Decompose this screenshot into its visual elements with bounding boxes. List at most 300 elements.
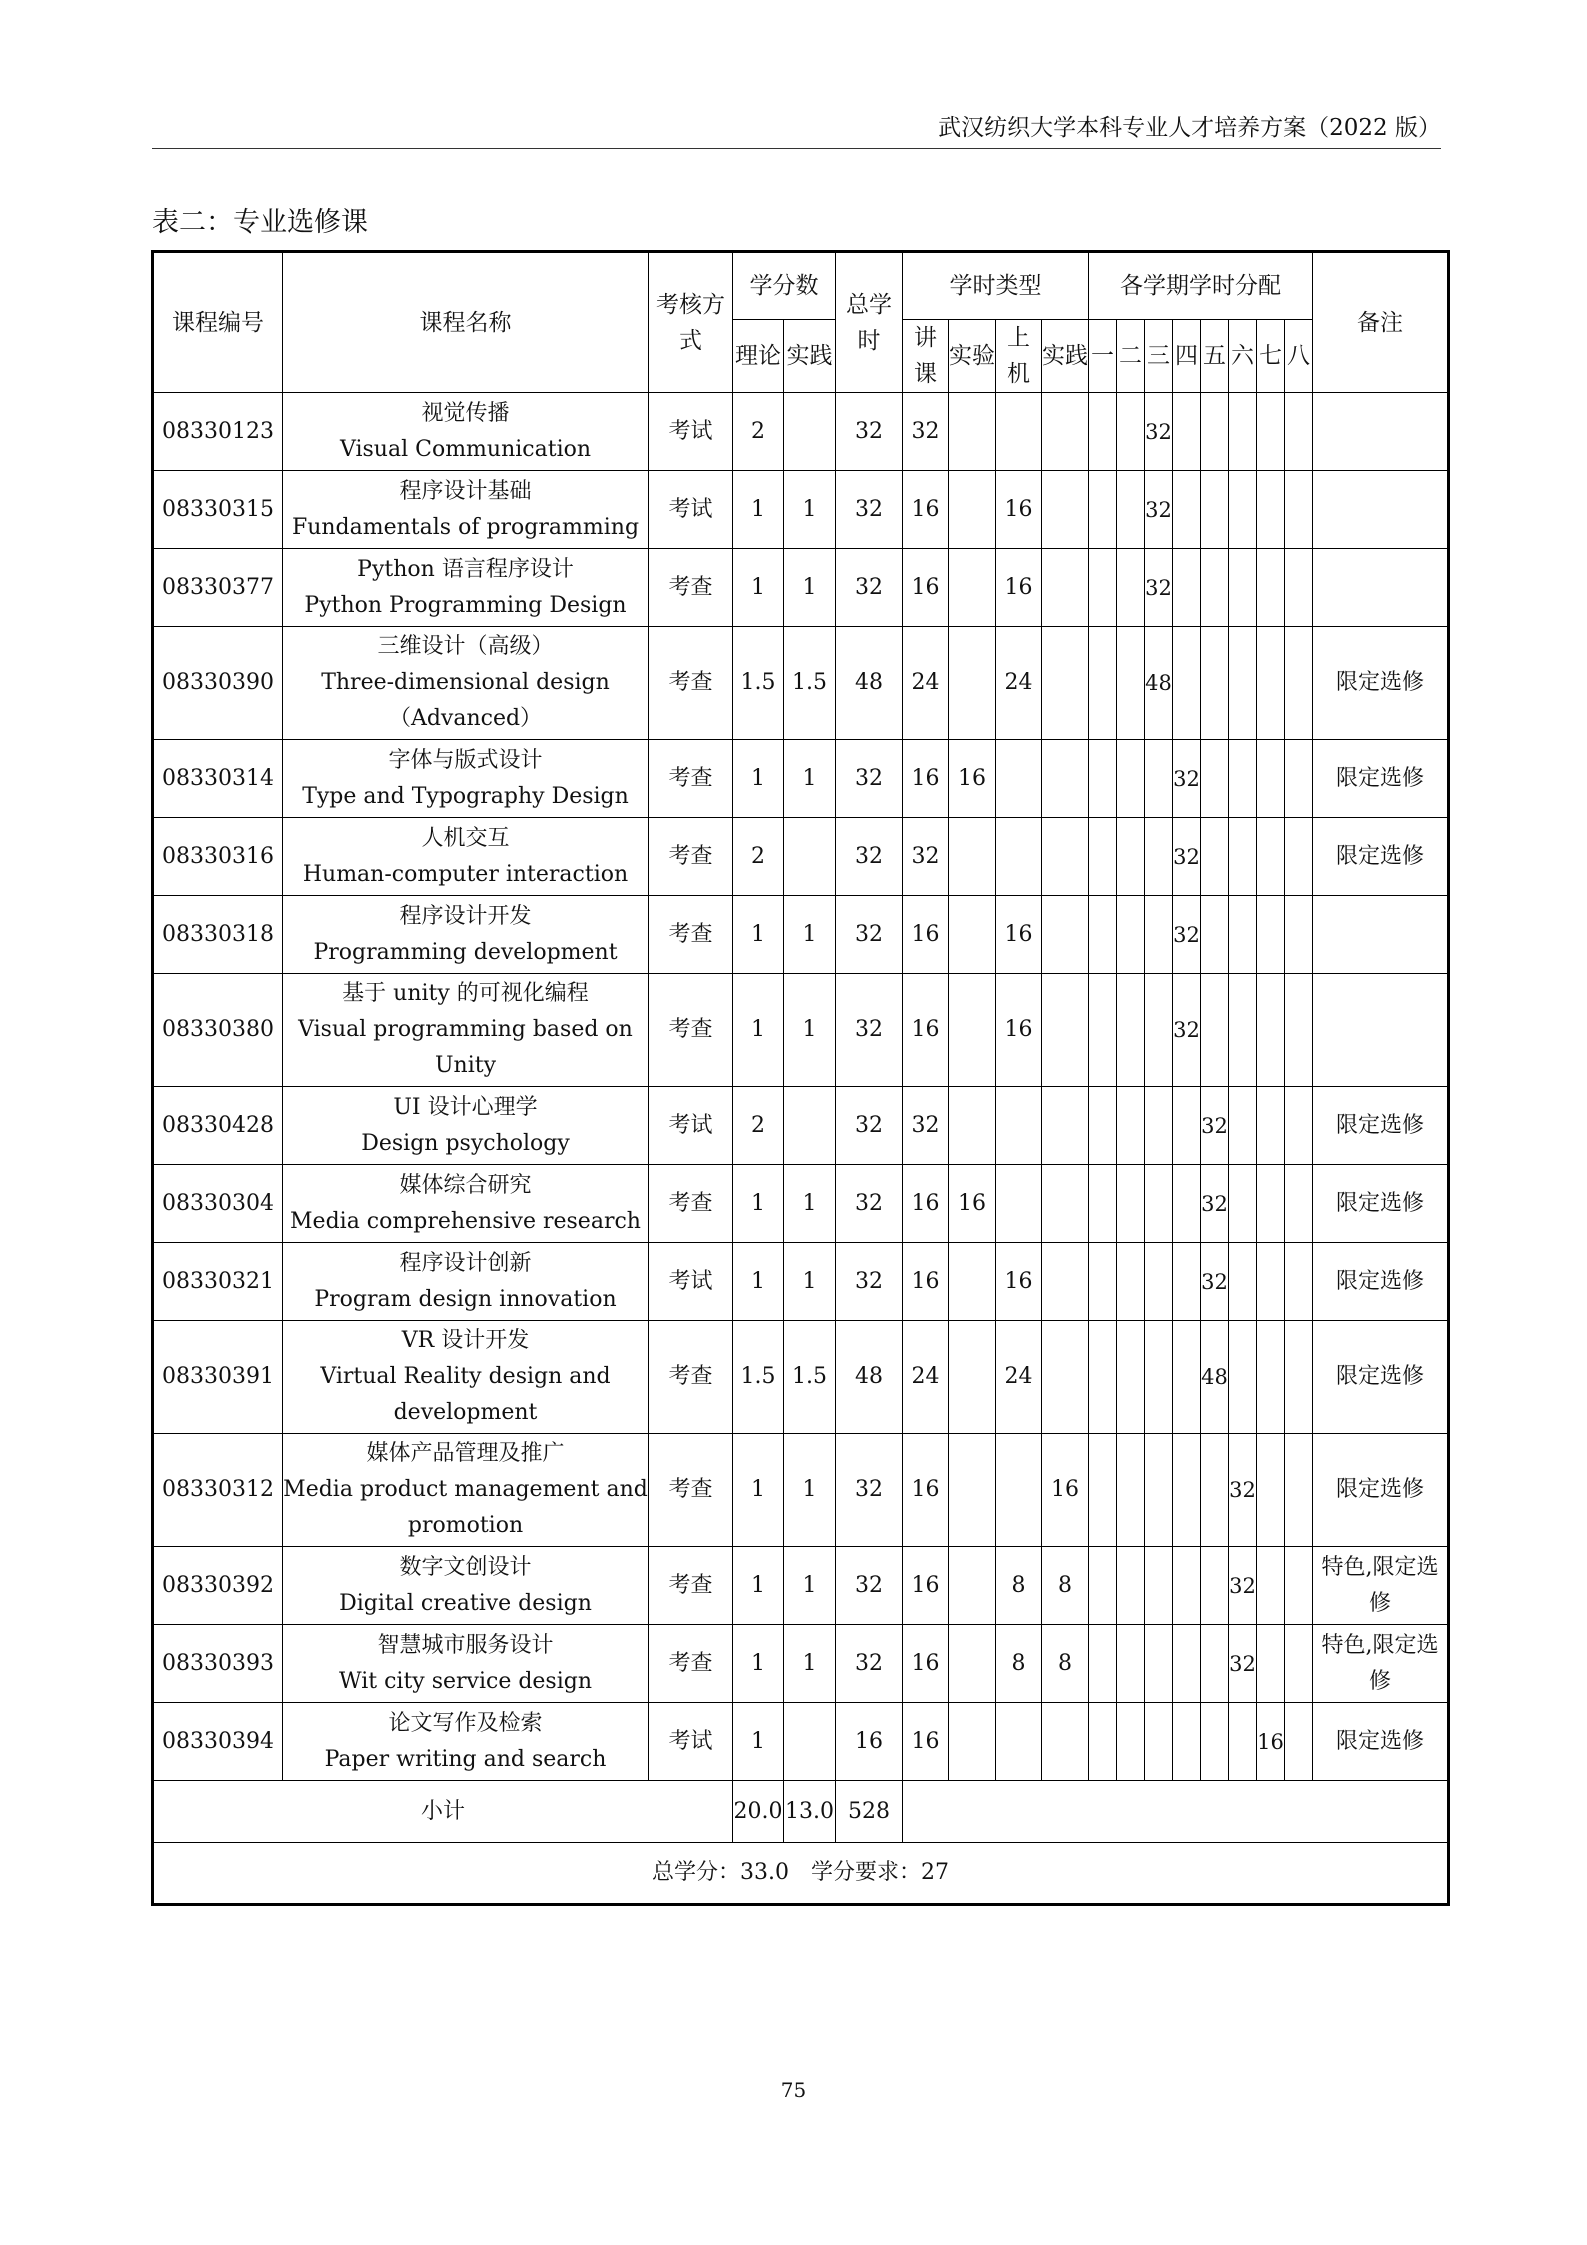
course-name-en: Media product management and promotion — [283, 1477, 648, 1538]
course-name-en: Digital creative design — [339, 1590, 592, 1616]
semester-4-hours — [1173, 1165, 1201, 1243]
semester-6-hours: 32 — [1229, 1547, 1257, 1625]
credit-theory: 1 — [733, 549, 784, 627]
course-code: 08330377 — [153, 549, 283, 627]
hours-practice — [1042, 1243, 1089, 1321]
credit-practice: 1 — [784, 974, 836, 1087]
header-remarks: 备注 — [1313, 252, 1449, 393]
semester-1-hours — [1089, 549, 1117, 627]
course-name-en: Paper writing and search — [324, 1746, 607, 1772]
semester-6-hours: 32 — [1229, 1625, 1257, 1703]
hours-computer: 16 — [996, 471, 1042, 549]
hours-lecture: 16 — [903, 1434, 949, 1547]
course-name — [283, 1547, 649, 1625]
assessment-method: 考试 — [649, 1087, 733, 1165]
credit-theory: 1 — [733, 1165, 784, 1243]
hours-practice — [1042, 818, 1089, 896]
semester-1-hours — [1089, 1625, 1117, 1703]
course-name-cn: 媒体综合研究 — [399, 1172, 532, 1198]
header-practice: 实践 — [1042, 320, 1089, 393]
semester-2-hours — [1117, 549, 1145, 627]
semester-5-hours: 32 — [1201, 1165, 1229, 1243]
hours-experiment — [949, 471, 996, 549]
course-table — [151, 250, 1450, 1906]
remarks: 限定选修 — [1313, 627, 1449, 740]
course-code: 08330391 — [153, 1321, 283, 1434]
hours-practice — [1042, 974, 1089, 1087]
semester-2-hours — [1117, 1165, 1145, 1243]
course-name — [283, 471, 649, 549]
semester-3-hours — [1145, 1321, 1173, 1434]
hours-lecture: 24 — [903, 627, 949, 740]
course-name-en: Three-dimensional design （Advanced） — [321, 670, 610, 731]
header-assessment: 考核方式 — [649, 252, 733, 393]
semester-5-hours: 32 — [1201, 1087, 1229, 1165]
remarks: 限定选修 — [1313, 1243, 1449, 1321]
hours-lecture: 24 — [903, 1321, 949, 1434]
semester-7-hours — [1257, 1434, 1285, 1547]
credit-practice — [784, 393, 836, 471]
total-hours: 32 — [836, 1547, 903, 1625]
subtotal-total-hours: 528 — [836, 1781, 903, 1843]
semester-7-hours — [1257, 818, 1285, 896]
credit-practice: 1 — [784, 549, 836, 627]
course-name — [283, 393, 649, 471]
header-lecture: 讲课 — [903, 320, 949, 393]
semester-8-hours — [1285, 1434, 1313, 1547]
semester-2-hours — [1117, 471, 1145, 549]
semester-8-hours — [1285, 471, 1313, 549]
semester-1-hours — [1089, 1703, 1117, 1781]
semester-1-hours — [1089, 1243, 1117, 1321]
course-name — [283, 1703, 649, 1781]
semester-4-hours — [1173, 1703, 1201, 1781]
header-experiment: 实验 — [949, 320, 996, 393]
semester-4-hours — [1173, 1321, 1201, 1434]
table-row — [153, 896, 1449, 974]
header-hour-types: 学时类型 — [903, 252, 1089, 320]
course-name-en: Program design innovation — [314, 1286, 617, 1312]
header-semester-1: 一 — [1089, 320, 1117, 393]
semester-4-hours — [1173, 1434, 1201, 1547]
assessment-method: 考试 — [649, 1243, 733, 1321]
hours-experiment — [949, 1703, 996, 1781]
hours-practice: 8 — [1042, 1625, 1089, 1703]
hours-computer — [996, 818, 1042, 896]
semester-6-hours — [1229, 549, 1257, 627]
semester-2-hours — [1117, 1703, 1145, 1781]
semester-2-hours — [1117, 1087, 1145, 1165]
semester-7-hours — [1257, 1547, 1285, 1625]
hours-computer — [996, 393, 1042, 471]
credit-theory: 1 — [733, 740, 784, 818]
semester-6-hours — [1229, 974, 1257, 1087]
semester-2-hours — [1117, 1547, 1145, 1625]
header-semester-8: 八 — [1285, 320, 1313, 393]
semester-7-hours — [1257, 1087, 1285, 1165]
total-hours: 32 — [836, 393, 903, 471]
hours-computer — [996, 1434, 1042, 1547]
course-name-cn: 三维设计（高级） — [377, 634, 554, 659]
credit-practice: 1 — [784, 1625, 836, 1703]
course-name-en: Virtual Reality design and development — [320, 1364, 611, 1425]
semester-3-hours: 32 — [1145, 549, 1173, 627]
hours-practice — [1042, 1087, 1089, 1165]
semester-4-hours — [1173, 471, 1201, 549]
remarks: 限定选修 — [1313, 1703, 1449, 1781]
header-semester-4: 四 — [1173, 320, 1201, 393]
semester-3-hours — [1145, 1703, 1173, 1781]
semester-7-hours: 16 — [1257, 1703, 1285, 1781]
semester-6-hours — [1229, 471, 1257, 549]
table-row — [153, 1321, 1449, 1434]
hours-lecture: 16 — [903, 549, 949, 627]
semester-4-hours — [1173, 627, 1201, 740]
remarks: 限定选修 — [1313, 818, 1449, 896]
subtotal-blank — [903, 1781, 1449, 1843]
course-name-cn: 字体与版式设计 — [388, 747, 543, 773]
semester-8-hours — [1285, 1703, 1313, 1781]
hours-practice: 8 — [1042, 1547, 1089, 1625]
remarks: 限定选修 — [1313, 1165, 1449, 1243]
semester-2-hours — [1117, 974, 1145, 1087]
semester-5-hours — [1201, 896, 1229, 974]
header-semester-7: 七 — [1257, 320, 1285, 393]
semester-8-hours — [1285, 393, 1313, 471]
hours-experiment — [949, 896, 996, 974]
subtotal-label: 小计 — [153, 1781, 733, 1843]
table-row — [153, 549, 1449, 627]
hours-computer: 24 — [996, 1321, 1042, 1434]
subtotal-row — [153, 1781, 1449, 1843]
semester-7-hours — [1257, 1165, 1285, 1243]
table-row — [153, 1625, 1449, 1703]
table-row — [153, 1243, 1449, 1321]
semester-1-hours — [1089, 627, 1117, 740]
semester-4-hours — [1173, 1087, 1201, 1165]
semester-1-hours — [1089, 740, 1117, 818]
semester-7-hours — [1257, 740, 1285, 818]
credit-practice: 1 — [784, 1434, 836, 1547]
course-name — [283, 627, 649, 740]
assessment-method: 考试 — [649, 393, 733, 471]
hours-lecture: 16 — [903, 1243, 949, 1321]
credit-theory: 1 — [733, 974, 784, 1087]
total-hours: 32 — [836, 1165, 903, 1243]
table-row — [153, 471, 1449, 549]
remarks: 限定选修 — [1313, 1434, 1449, 1547]
header-credits: 学分数 — [733, 252, 836, 320]
credit-practice: 1 — [784, 1165, 836, 1243]
total-hours: 32 — [836, 549, 903, 627]
credit-theory: 1 — [733, 896, 784, 974]
hours-lecture: 16 — [903, 740, 949, 818]
table-row — [153, 974, 1449, 1087]
semester-4-hours: 32 — [1173, 740, 1201, 818]
course-name-cn: 视觉传播 — [421, 400, 510, 426]
hours-lecture: 16 — [903, 896, 949, 974]
hours-computer: 16 — [996, 974, 1042, 1087]
header-semester-5: 五 — [1201, 320, 1229, 393]
course-name — [283, 1243, 649, 1321]
course-name-en: Design psychology — [361, 1130, 570, 1156]
hours-practice — [1042, 549, 1089, 627]
course-code: 08330318 — [153, 896, 283, 974]
semester-4-hours — [1173, 1625, 1201, 1703]
course-name-cn: 论文写作及检索 — [388, 1710, 543, 1736]
hours-lecture: 32 — [903, 818, 949, 896]
credit-theory: 1 — [733, 1243, 784, 1321]
course-name — [283, 549, 649, 627]
total-hours: 48 — [836, 627, 903, 740]
total-row — [153, 1843, 1449, 1905]
hours-lecture: 16 — [903, 471, 949, 549]
table-row — [153, 1087, 1449, 1165]
course-name-cn: 程序设计创新 — [399, 1250, 532, 1276]
semester-3-hours — [1145, 1625, 1173, 1703]
semester-6-hours — [1229, 1243, 1257, 1321]
hours-experiment — [949, 393, 996, 471]
semester-5-hours — [1201, 1703, 1229, 1781]
remarks — [1313, 471, 1449, 549]
semester-3-hours: 48 — [1145, 627, 1173, 740]
course-name-en: Media comprehensive research — [290, 1208, 641, 1234]
credit-theory: 2 — [733, 1087, 784, 1165]
semester-8-hours — [1285, 1165, 1313, 1243]
hours-lecture: 32 — [903, 1087, 949, 1165]
course-name — [283, 974, 649, 1087]
course-name-en: Programming development — [313, 939, 618, 965]
header-credit-practice: 实践 — [784, 320, 836, 393]
credit-theory: 1 — [733, 1547, 784, 1625]
course-name — [283, 740, 649, 818]
semester-5-hours — [1201, 974, 1229, 1087]
semester-8-hours — [1285, 1547, 1313, 1625]
semester-5-hours — [1201, 740, 1229, 818]
semester-3-hours: 32 — [1145, 393, 1173, 471]
semester-6-hours: 32 — [1229, 1434, 1257, 1547]
header-semester-distribution: 各学期学时分配 — [1089, 252, 1313, 320]
semester-2-hours — [1117, 740, 1145, 818]
course-name — [283, 1321, 649, 1434]
hours-experiment — [949, 1243, 996, 1321]
semester-5-hours — [1201, 818, 1229, 896]
hours-computer: 8 — [996, 1547, 1042, 1625]
hours-lecture: 16 — [903, 1165, 949, 1243]
remarks: 限定选修 — [1313, 1321, 1449, 1434]
semester-8-hours — [1285, 740, 1313, 818]
semester-4-hours — [1173, 393, 1201, 471]
course-name-en: Wit city service design — [338, 1668, 593, 1694]
semester-8-hours — [1285, 974, 1313, 1087]
semester-6-hours — [1229, 896, 1257, 974]
semester-7-hours — [1257, 896, 1285, 974]
semester-2-hours — [1117, 627, 1145, 740]
semester-6-hours — [1229, 818, 1257, 896]
assessment-method: 考查 — [649, 1625, 733, 1703]
course-name — [283, 818, 649, 896]
assessment-method: 考查 — [649, 818, 733, 896]
header-course-code: 课程编号 — [153, 252, 283, 393]
course-code: 08330316 — [153, 818, 283, 896]
semester-6-hours — [1229, 627, 1257, 740]
semester-6-hours — [1229, 1087, 1257, 1165]
total-credits-line: 总学分：33.0 学分要求：27 — [153, 1843, 1449, 1905]
course-name-en: Human-computer interaction — [302, 861, 629, 887]
credit-practice: 1.5 — [784, 627, 836, 740]
hours-experiment: 16 — [949, 740, 996, 818]
credit-practice: 1 — [784, 1547, 836, 1625]
semester-8-hours — [1285, 549, 1313, 627]
semester-2-hours — [1117, 896, 1145, 974]
course-name-cn: 基于 unity 的可视化编程 — [342, 981, 589, 1006]
credit-theory: 1.5 — [733, 1321, 784, 1434]
semester-2-hours — [1117, 1625, 1145, 1703]
semester-8-hours — [1285, 1243, 1313, 1321]
hours-experiment — [949, 549, 996, 627]
assessment-method: 考试 — [649, 471, 733, 549]
course-rows — [153, 393, 1449, 1781]
semester-5-hours — [1201, 1625, 1229, 1703]
header-semester-6: 六 — [1229, 320, 1257, 393]
page-number: 75 — [780, 2078, 807, 2102]
assessment-method: 考查 — [649, 1165, 733, 1243]
table-row — [153, 818, 1449, 896]
total-hours: 32 — [836, 974, 903, 1087]
semester-7-hours — [1257, 974, 1285, 1087]
subtotal-credit-practice: 13.0 — [784, 1781, 836, 1843]
course-name-cn: 程序设计开发 — [399, 903, 532, 929]
course-code: 08330315 — [153, 471, 283, 549]
semester-1-hours — [1089, 1165, 1117, 1243]
semester-5-hours — [1201, 627, 1229, 740]
credit-practice: 1 — [784, 896, 836, 974]
table-row — [153, 1547, 1449, 1625]
hours-computer: 16 — [996, 896, 1042, 974]
semester-3-hours — [1145, 1434, 1173, 1547]
course-name-cn: 媒体产品管理及推广 — [366, 1441, 565, 1466]
credit-practice — [784, 1087, 836, 1165]
total-hours: 32 — [836, 740, 903, 818]
course-code: 08330394 — [153, 1703, 283, 1781]
course-name — [283, 1434, 649, 1547]
hours-practice — [1042, 393, 1089, 471]
semester-2-hours — [1117, 818, 1145, 896]
hours-experiment — [949, 818, 996, 896]
credit-practice: 1.5 — [784, 1321, 836, 1434]
semester-7-hours — [1257, 1243, 1285, 1321]
credit-theory: 1 — [733, 471, 784, 549]
remarks — [1313, 896, 1449, 974]
course-name-cn: 数字文创设计 — [399, 1554, 532, 1580]
semester-6-hours — [1229, 1703, 1257, 1781]
semester-1-hours — [1089, 1087, 1117, 1165]
hours-practice — [1042, 740, 1089, 818]
course-name-cn: 程序设计基础 — [399, 478, 532, 504]
remarks — [1313, 974, 1449, 1087]
credit-theory: 1 — [733, 1703, 784, 1781]
semester-3-hours — [1145, 1547, 1173, 1625]
remarks: 限定选修 — [1313, 740, 1449, 818]
hours-practice: 16 — [1042, 1434, 1089, 1547]
assessment-method: 考试 — [649, 1703, 733, 1781]
semester-4-hours — [1173, 549, 1201, 627]
credit-theory: 1.5 — [733, 627, 784, 740]
table-row — [153, 740, 1449, 818]
semester-8-hours — [1285, 1625, 1313, 1703]
assessment-method: 考查 — [649, 974, 733, 1087]
remarks: 限定选修 — [1313, 1087, 1449, 1165]
semester-3-hours — [1145, 1087, 1173, 1165]
hours-computer: 16 — [996, 1243, 1042, 1321]
course-name — [283, 1165, 649, 1243]
semester-7-hours — [1257, 1625, 1285, 1703]
hours-practice — [1042, 471, 1089, 549]
semester-1-hours — [1089, 1547, 1117, 1625]
hours-computer — [996, 1087, 1042, 1165]
semester-1-hours — [1089, 1321, 1117, 1434]
credit-practice: 1 — [784, 740, 836, 818]
table-row — [153, 1434, 1449, 1547]
hours-practice — [1042, 627, 1089, 740]
table-row — [153, 1703, 1449, 1781]
hours-practice — [1042, 1321, 1089, 1434]
semester-8-hours — [1285, 1087, 1313, 1165]
header-semester-3: 三 — [1145, 320, 1173, 393]
hours-experiment — [949, 627, 996, 740]
hours-experiment: 16 — [949, 1165, 996, 1243]
total-hours: 16 — [836, 1703, 903, 1781]
semester-7-hours — [1257, 627, 1285, 740]
hours-experiment — [949, 1547, 996, 1625]
semester-4-hours: 32 — [1173, 896, 1201, 974]
credit-theory: 1 — [733, 1434, 784, 1547]
course-code: 08330393 — [153, 1625, 283, 1703]
hours-experiment — [949, 974, 996, 1087]
assessment-method: 考查 — [649, 896, 733, 974]
course-code: 08330428 — [153, 1087, 283, 1165]
table-row — [153, 393, 1449, 471]
remarks — [1313, 393, 1449, 471]
total-hours: 32 — [836, 1243, 903, 1321]
hours-lecture: 16 — [903, 1547, 949, 1625]
course-code: 08330390 — [153, 627, 283, 740]
total-hours: 32 — [836, 818, 903, 896]
hours-computer — [996, 1165, 1042, 1243]
assessment-method: 考查 — [649, 549, 733, 627]
course-name-cn: 人机交互 — [421, 825, 510, 851]
course-code: 08330304 — [153, 1165, 283, 1243]
semester-5-hours — [1201, 393, 1229, 471]
remarks — [1313, 549, 1449, 627]
running-header: 武汉纺织大学本科专业人才培养方案（2022 版） — [152, 108, 1441, 149]
semester-8-hours — [1285, 627, 1313, 740]
semester-4-hours — [1173, 1243, 1201, 1321]
semester-5-hours — [1201, 471, 1229, 549]
total-hours: 32 — [836, 1434, 903, 1547]
table-row — [153, 627, 1449, 740]
course-code: 08330312 — [153, 1434, 283, 1547]
assessment-method: 考查 — [649, 740, 733, 818]
semester-3-hours — [1145, 1243, 1173, 1321]
credit-practice: 1 — [784, 1243, 836, 1321]
assessment-method: 考查 — [649, 1547, 733, 1625]
course-name-cn: VR 设计开发 — [401, 1328, 530, 1353]
semester-2-hours — [1117, 1321, 1145, 1434]
hours-lecture: 16 — [903, 974, 949, 1087]
semester-6-hours — [1229, 393, 1257, 471]
semester-4-hours: 32 — [1173, 974, 1201, 1087]
